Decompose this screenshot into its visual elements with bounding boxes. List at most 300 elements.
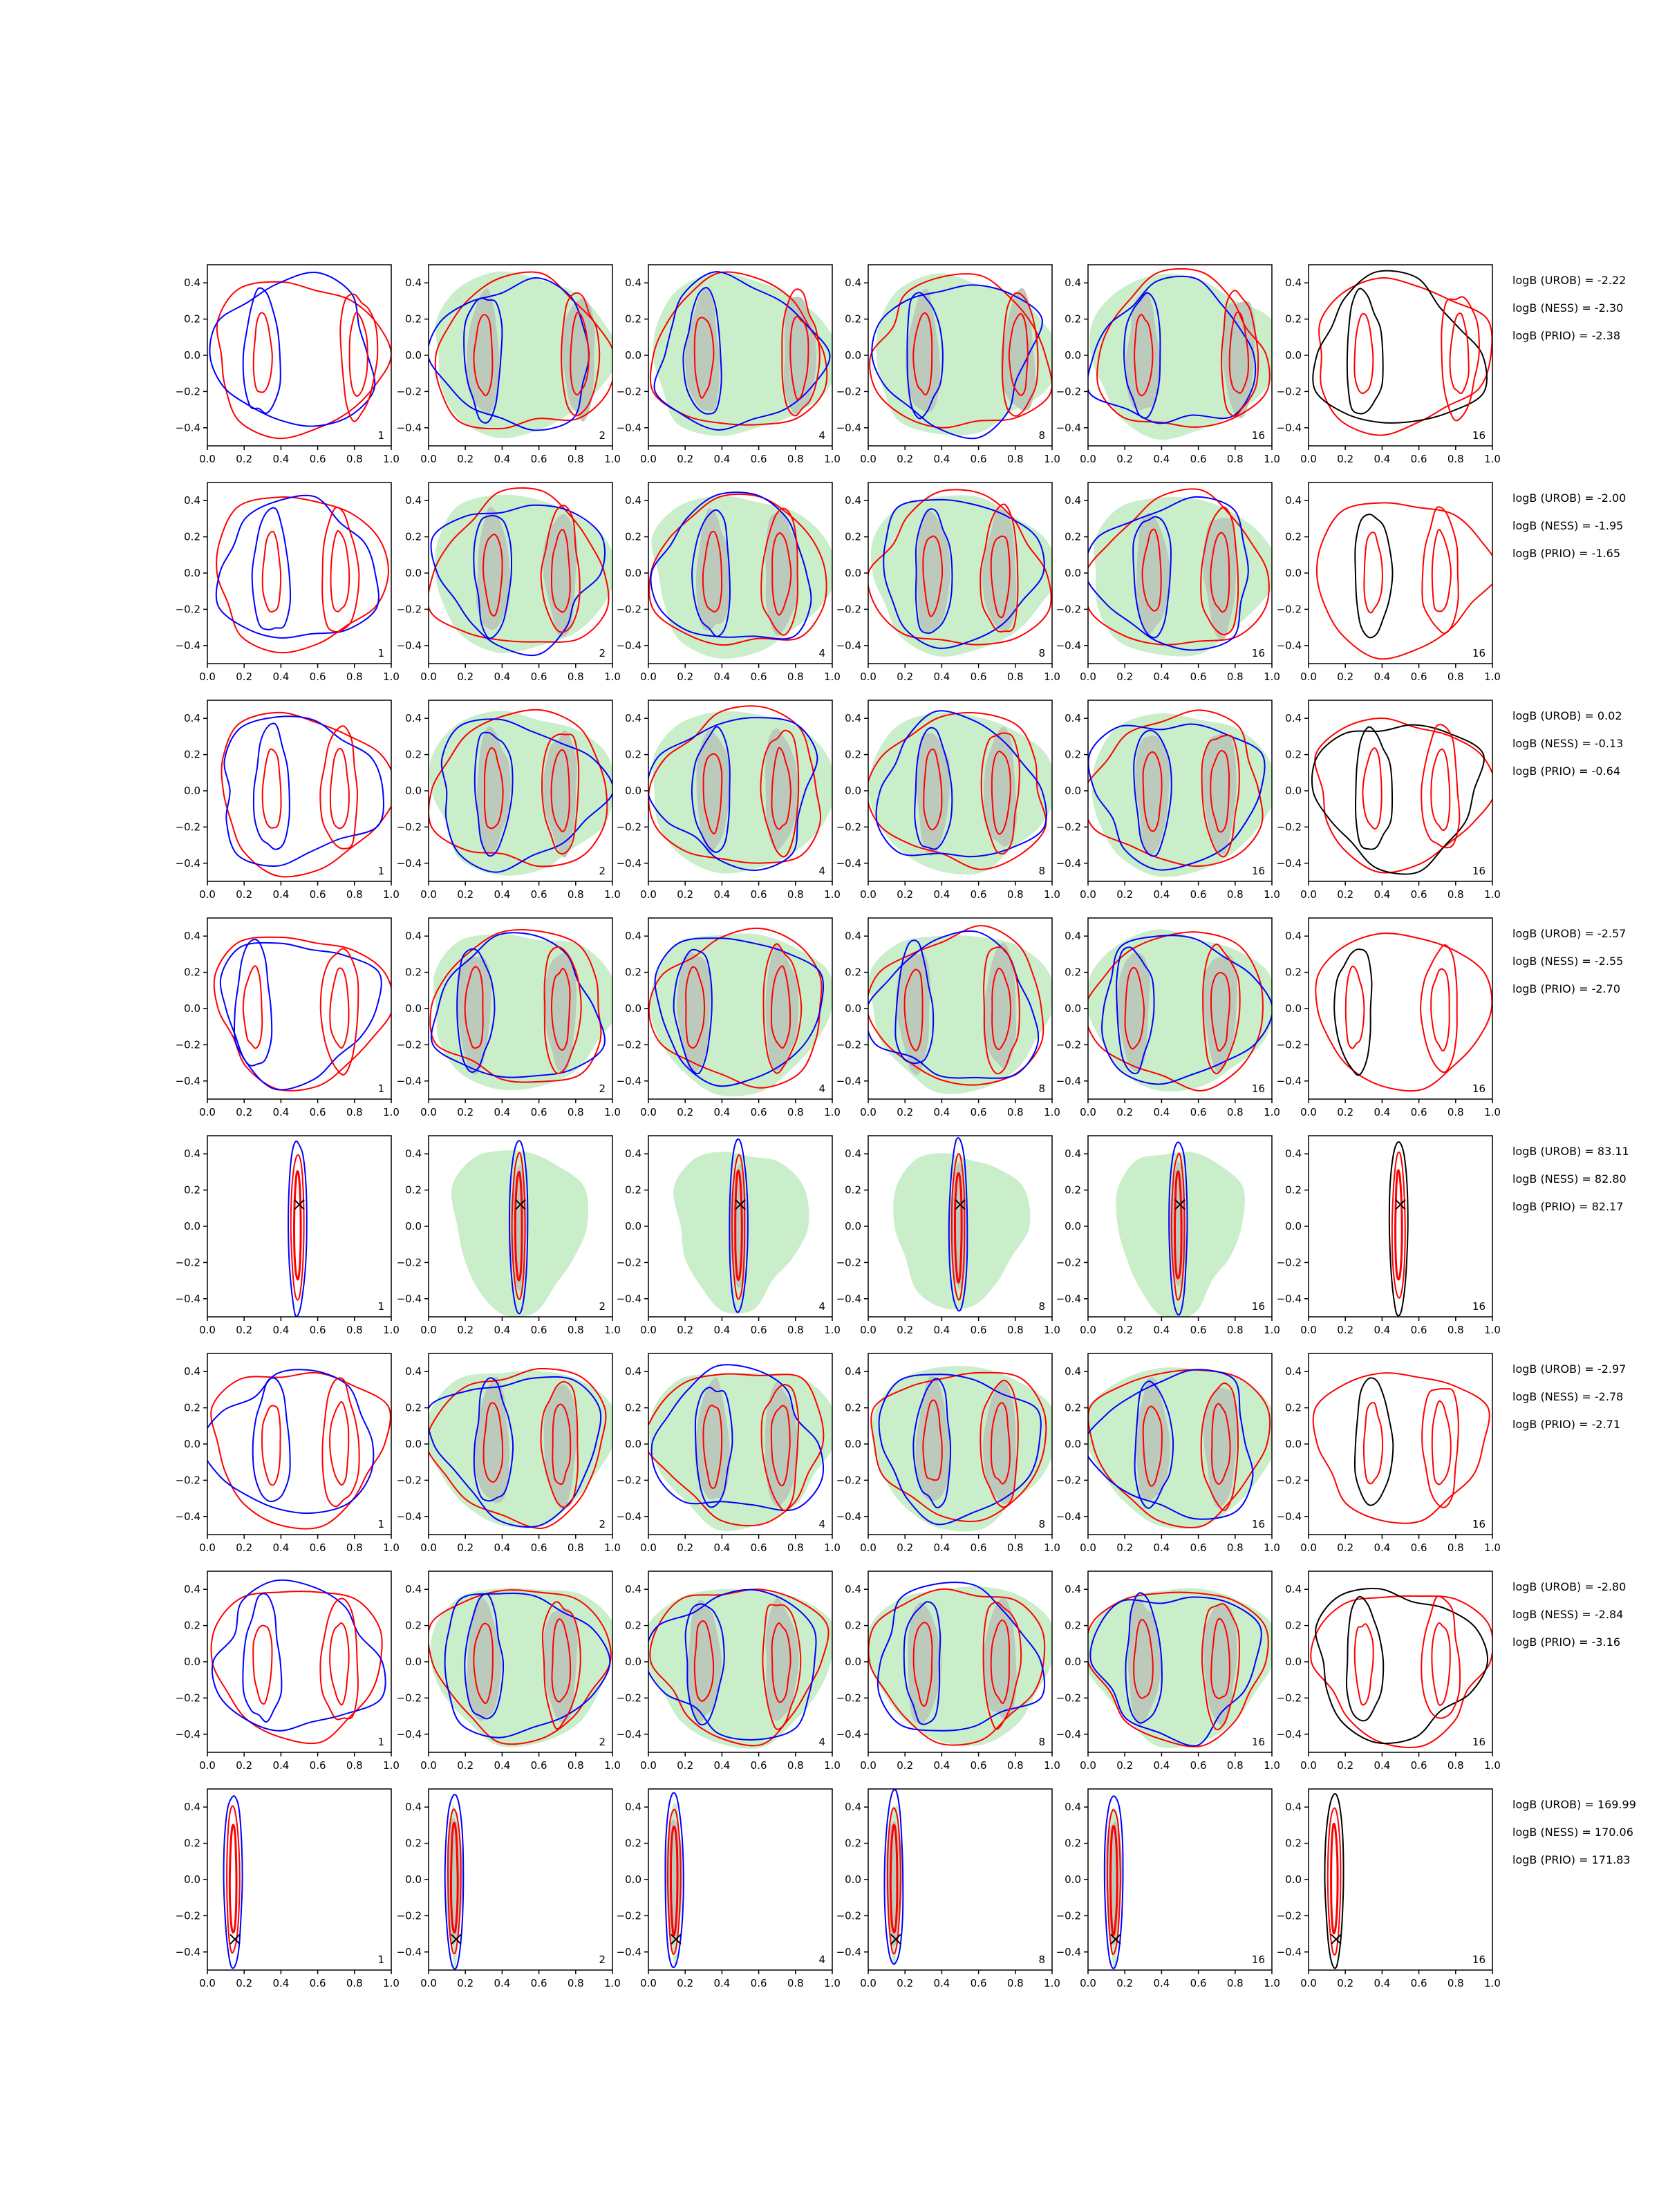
panel-label: 2 — [599, 1300, 606, 1313]
y-tick-label: −0.4 — [836, 1510, 861, 1523]
x-tick-label: 0.6 — [1410, 1541, 1427, 1554]
x-tick-label: 0.0 — [199, 1324, 216, 1336]
y-tick-label: 0.0 — [845, 1873, 861, 1886]
x-tick-label: 0.4 — [272, 1324, 290, 1336]
x-tick-label: 0.8 — [567, 1106, 584, 1118]
y-tick-label: −0.4 — [1056, 856, 1081, 870]
y-tick-label: −0.2 — [836, 385, 861, 398]
panel-r3-c3 — [617, 700, 841, 901]
x-tick-label: 1.0 — [383, 453, 400, 465]
y-tick-label: −0.2 — [1056, 1909, 1081, 1922]
y-tick-label: 0.4 — [1285, 1583, 1302, 1596]
x-tick-label: 0.4 — [1374, 1106, 1391, 1118]
y-tick-label: −0.4 — [175, 639, 200, 652]
x-tick-label: 1.0 — [1264, 671, 1280, 683]
y-tick-label: 0.2 — [1285, 1837, 1302, 1850]
x-tick-label: 0.2 — [457, 888, 474, 901]
x-tick-label: 0.0 — [1080, 1324, 1096, 1336]
x-tick-label: 0.8 — [346, 1759, 363, 1772]
x-tick-label: 0.8 — [1006, 1541, 1024, 1554]
y-tick-label: 0.2 — [625, 530, 641, 543]
x-tick-label: 0.8 — [1447, 1324, 1464, 1336]
x-tick-label: 0.8 — [1447, 1106, 1464, 1118]
panel-label: 16 — [1251, 647, 1265, 659]
x-tick-label: 0.4 — [494, 1759, 511, 1772]
y-tick-label: −0.4 — [836, 639, 861, 652]
y-tick-label: 0.2 — [1285, 312, 1302, 326]
x-tick-label: 0.8 — [1006, 1759, 1024, 1772]
x-tick-label: 1.0 — [1264, 1324, 1280, 1336]
y-tick-label: −0.4 — [1276, 1727, 1302, 1741]
panel-label: 1 — [377, 1300, 384, 1313]
x-tick-label: 1.0 — [1044, 1759, 1060, 1772]
y-tick-label: −0.4 — [1276, 856, 1302, 870]
y-tick-label: −0.2 — [836, 1474, 861, 1487]
logb-stat: logB (UROB) = -2.97 — [1512, 1362, 1627, 1376]
x-tick-label: 0.2 — [1337, 1759, 1354, 1772]
y-tick-label: 0.0 — [405, 785, 422, 797]
panel-r5-c1 — [176, 1136, 400, 1336]
x-tick-label: 1.0 — [604, 1106, 621, 1118]
panel-r8-c5 — [1056, 1789, 1280, 1989]
panel-label: 16 — [1251, 429, 1265, 442]
panel-label: 16 — [1251, 1736, 1265, 1748]
y-tick-label: −0.2 — [616, 1691, 641, 1705]
y-tick-label: −0.2 — [396, 1474, 422, 1487]
x-tick-label: 0.8 — [787, 453, 804, 465]
y-tick-label: 0.2 — [1285, 530, 1302, 543]
y-tick-label: 0.4 — [625, 494, 641, 507]
x-tick-label: 0.2 — [897, 1106, 914, 1118]
y-tick-label: −0.4 — [836, 421, 861, 434]
logb-stat: logB (PRIO) = 82.17 — [1512, 1200, 1624, 1213]
panel-label: 1 — [377, 1518, 384, 1530]
panel-r4-c2 — [397, 918, 621, 1118]
x-tick-label: 1.0 — [383, 1977, 400, 1989]
x-tick-label: 1.0 — [604, 1759, 621, 1772]
x-tick-label: 0.6 — [1190, 1977, 1207, 1989]
panel-r4-c3 — [617, 918, 841, 1118]
x-tick-label: 0.2 — [1337, 1324, 1354, 1336]
y-tick-label: −0.2 — [1276, 1256, 1302, 1269]
y-tick-label: 0.4 — [405, 1147, 422, 1161]
y-tick-label: 0.0 — [845, 349, 861, 362]
x-tick-label: 0.0 — [860, 453, 877, 465]
y-tick-label: 0.2 — [1285, 1401, 1302, 1414]
y-tick-label: 0.4 — [1065, 276, 1081, 290]
y-tick-label: −0.4 — [1276, 1510, 1302, 1523]
x-tick-label: 0.6 — [530, 1759, 547, 1772]
x-tick-label: 0.2 — [897, 888, 914, 901]
x-tick-label: 0.4 — [1153, 888, 1170, 901]
x-tick-label: 0.6 — [970, 888, 987, 901]
panel-r1-c5 — [1056, 265, 1283, 465]
logb-stat: logB (NESS) = -2.30 — [1512, 301, 1624, 315]
x-tick-label: 0.6 — [750, 453, 767, 465]
y-tick-label: 0.0 — [405, 567, 422, 579]
x-tick-label: 0.2 — [236, 453, 253, 465]
panel-label: 8 — [1038, 647, 1045, 659]
x-tick-label: 0.0 — [199, 1759, 216, 1772]
panel-label: 8 — [1038, 1082, 1045, 1095]
x-tick-label: 0.4 — [1374, 1759, 1391, 1772]
panel-label: 4 — [818, 429, 825, 442]
x-tick-label: 0.4 — [1153, 453, 1170, 465]
panel-r2-c6 — [1277, 482, 1501, 683]
panel-r8-c2 — [397, 1789, 621, 1989]
y-tick-label: 0.2 — [184, 1837, 200, 1850]
y-tick-label: −0.4 — [1056, 1074, 1081, 1087]
x-tick-label: 0.6 — [1410, 888, 1427, 901]
x-tick-label: 0.8 — [1447, 671, 1464, 683]
x-tick-label: 0.8 — [787, 1541, 804, 1554]
y-tick-label: 0.0 — [845, 1220, 861, 1232]
panel-label: 1 — [377, 865, 384, 877]
y-tick-label: −0.4 — [1056, 1727, 1081, 1741]
y-tick-label: 0.2 — [1065, 312, 1081, 326]
x-tick-label: 0.0 — [640, 1977, 657, 1989]
logb-stat: logB (NESS) = 82.80 — [1512, 1172, 1627, 1185]
x-tick-label: 0.4 — [933, 453, 950, 465]
panel-r2-c2 — [397, 482, 621, 683]
y-tick-label: 0.2 — [625, 1401, 641, 1414]
x-tick-label: 0.6 — [309, 1977, 326, 1989]
logb-stat: logB (NESS) = -2.55 — [1512, 955, 1624, 968]
panel-r7-c2 — [397, 1571, 621, 1772]
panel-r6-c6 — [1277, 1353, 1501, 1554]
y-tick-label: 0.2 — [184, 530, 200, 543]
panel-r6-c5 — [1056, 1353, 1280, 1554]
x-tick-label: 0.2 — [236, 1106, 253, 1118]
x-tick-label: 0.4 — [272, 888, 290, 901]
y-tick-label: 0.2 — [405, 748, 422, 761]
y-tick-label: 0.2 — [1285, 748, 1302, 761]
panel-label: 16 — [1472, 1082, 1485, 1095]
x-tick-label: 1.0 — [824, 888, 841, 901]
y-tick-label: 0.4 — [184, 1365, 200, 1378]
y-tick-label: 0.4 — [1065, 1801, 1081, 1814]
panel-label: 16 — [1251, 1953, 1265, 1966]
y-tick-label: 0.4 — [1285, 930, 1302, 943]
y-tick-label: 0.2 — [1285, 1619, 1302, 1632]
x-tick-label: 0.0 — [860, 1759, 877, 1772]
x-tick-label: 0.0 — [1080, 671, 1096, 683]
x-tick-label: 0.0 — [199, 1977, 216, 1989]
panel-r2-c3 — [617, 482, 841, 683]
x-tick-label: 0.2 — [236, 1759, 253, 1772]
x-tick-label: 0.0 — [1080, 1541, 1096, 1554]
y-tick-label: −0.4 — [175, 856, 200, 870]
panel-r6-c4 — [836, 1353, 1060, 1554]
panel-label: 16 — [1472, 1518, 1485, 1530]
y-tick-label: 0.0 — [405, 1873, 422, 1886]
x-tick-label: 1.0 — [1044, 453, 1060, 465]
y-tick-label: 0.2 — [405, 966, 422, 979]
panel-background — [207, 1136, 391, 1317]
panel-r1-c6 — [1277, 265, 1501, 465]
x-tick-label: 0.4 — [713, 671, 731, 683]
x-tick-label: 0.4 — [933, 1977, 950, 1989]
y-tick-label: 0.4 — [625, 276, 641, 290]
x-tick-label: 0.8 — [1226, 1759, 1244, 1772]
logb-stat: logB (PRIO) = -3.16 — [1512, 1635, 1620, 1649]
y-tick-label: 0.0 — [184, 567, 200, 579]
y-tick-label: −0.4 — [175, 1945, 200, 1958]
x-tick-label: 0.0 — [640, 1324, 657, 1336]
y-tick-label: −0.2 — [396, 1038, 422, 1051]
x-tick-label: 0.8 — [346, 1106, 363, 1118]
y-tick-label: −0.4 — [396, 1074, 422, 1087]
x-tick-label: 0.4 — [713, 1324, 731, 1336]
x-tick-label: 0.6 — [1410, 1759, 1427, 1772]
y-tick-label: −0.2 — [175, 821, 200, 834]
x-tick-label: 0.8 — [787, 1977, 804, 1989]
x-tick-label: 0.0 — [1300, 1541, 1317, 1554]
x-tick-label: 0.8 — [1447, 888, 1464, 901]
y-tick-label: 0.4 — [845, 276, 861, 290]
y-tick-label: −0.2 — [175, 603, 200, 616]
y-tick-label: 0.0 — [1285, 1873, 1302, 1886]
x-tick-label: 0.8 — [567, 1759, 584, 1772]
y-tick-label: 0.2 — [625, 966, 641, 979]
y-tick-label: −0.4 — [175, 421, 200, 434]
y-tick-label: 0.2 — [1065, 530, 1081, 543]
x-tick-label: 0.6 — [1190, 888, 1207, 901]
y-tick-label: −0.4 — [396, 421, 422, 434]
x-tick-label: 0.4 — [713, 1977, 731, 1989]
y-tick-label: 0.4 — [1285, 276, 1302, 290]
x-tick-label: 1.0 — [383, 671, 400, 683]
y-tick-label: 0.4 — [405, 494, 422, 507]
x-tick-label: 1.0 — [1484, 888, 1501, 901]
y-tick-label: 0.2 — [1285, 1183, 1302, 1197]
y-tick-label: −0.4 — [175, 1727, 200, 1741]
x-tick-label: 0.8 — [787, 1759, 804, 1772]
x-tick-label: 1.0 — [604, 1977, 621, 1989]
y-tick-label: 0.0 — [184, 1220, 200, 1232]
logb-stat: logB (UROB) = -2.80 — [1512, 1580, 1627, 1593]
y-tick-label: 0.2 — [1285, 966, 1302, 979]
x-tick-label: 0.0 — [1080, 1759, 1096, 1772]
panel-r7-c4 — [836, 1571, 1060, 1772]
x-tick-label: 0.2 — [897, 453, 914, 465]
y-tick-label: −0.2 — [1276, 821, 1302, 834]
panel-background — [1309, 265, 1492, 446]
x-tick-label: 0.6 — [970, 1759, 987, 1772]
logb-stat: logB (NESS) = -0.13 — [1512, 737, 1624, 750]
y-tick-label: −0.2 — [616, 1474, 641, 1487]
x-tick-label: 0.8 — [346, 1541, 363, 1554]
x-tick-label: 0.8 — [1226, 1977, 1244, 1989]
y-tick-label: 0.4 — [625, 1147, 641, 1161]
y-tick-label: 0.4 — [184, 712, 200, 725]
x-tick-label: 0.8 — [1006, 453, 1024, 465]
x-tick-label: 0.2 — [457, 1324, 474, 1336]
y-tick-label: −0.4 — [616, 1074, 641, 1087]
x-tick-label: 0.8 — [1006, 1977, 1024, 1989]
x-tick-label: 0.8 — [787, 1324, 804, 1336]
y-tick-label: −0.4 — [1276, 639, 1302, 652]
y-tick-label: 0.2 — [1065, 1401, 1081, 1414]
panel-label: 1 — [377, 1082, 384, 1095]
panel-r2-c4 — [836, 482, 1060, 683]
x-tick-label: 0.8 — [1226, 1541, 1244, 1554]
x-tick-label: 0.4 — [494, 1977, 511, 1989]
x-tick-label: 1.0 — [1044, 1541, 1060, 1554]
x-tick-label: 0.2 — [677, 671, 694, 683]
panel-label: 16 — [1251, 1518, 1265, 1530]
y-tick-label: −0.4 — [1276, 1945, 1302, 1958]
x-tick-label: 0.6 — [309, 1541, 326, 1554]
y-tick-label: 0.4 — [845, 494, 861, 507]
panel-r5-c4 — [836, 1136, 1060, 1336]
x-tick-label: 0.2 — [1337, 671, 1354, 683]
y-tick-label: −0.4 — [616, 1945, 641, 1958]
y-tick-label: 0.2 — [625, 748, 641, 761]
y-tick-label: 0.4 — [405, 1583, 422, 1596]
x-tick-label: 0.8 — [567, 888, 584, 901]
y-tick-label: −0.2 — [1056, 1474, 1081, 1487]
y-tick-label: 0.2 — [845, 530, 861, 543]
y-tick-label: −0.2 — [396, 1909, 422, 1922]
y-tick-label: −0.4 — [1056, 1510, 1081, 1523]
x-tick-label: 0.2 — [1116, 1106, 1134, 1118]
x-tick-label: 0.6 — [750, 888, 767, 901]
x-tick-label: 0.4 — [1374, 888, 1391, 901]
x-tick-label: 0.0 — [640, 1106, 657, 1118]
x-tick-label: 0.4 — [713, 888, 731, 901]
x-tick-label: 1.0 — [604, 453, 621, 465]
x-tick-label: 0.0 — [640, 1541, 657, 1554]
x-tick-label: 0.4 — [933, 1324, 950, 1336]
panel-label: 2 — [599, 1736, 606, 1748]
x-tick-label: 0.2 — [236, 1977, 253, 1989]
panel-r4-c6 — [1277, 918, 1501, 1118]
y-tick-label: 0.2 — [845, 966, 861, 979]
panel-background — [1309, 700, 1492, 881]
x-tick-label: 0.8 — [1006, 1324, 1024, 1336]
y-tick-label: 0.2 — [845, 1837, 861, 1850]
y-tick-label: 0.4 — [1065, 1365, 1081, 1378]
x-tick-label: 0.4 — [272, 1541, 290, 1554]
x-tick-label: 0.4 — [494, 453, 511, 465]
x-tick-label: 0.8 — [346, 1977, 363, 1989]
y-tick-label: 0.2 — [184, 748, 200, 761]
y-tick-label: −0.2 — [1276, 1474, 1302, 1487]
x-tick-label: 0.0 — [860, 888, 877, 901]
panel-label: 16 — [1251, 865, 1265, 877]
panel-r4-c1 — [176, 918, 400, 1118]
y-tick-label: 0.0 — [1065, 1656, 1081, 1668]
y-tick-label: 0.2 — [184, 966, 200, 979]
x-tick-label: 0.0 — [1080, 1106, 1096, 1118]
panel-label: 4 — [818, 1300, 825, 1313]
y-tick-label: 0.0 — [1285, 567, 1302, 579]
panel-r1-c3 — [617, 265, 841, 465]
x-tick-label: 0.2 — [457, 453, 474, 465]
x-tick-label: 0.8 — [346, 453, 363, 465]
x-tick-label: 1.0 — [1484, 1541, 1501, 1554]
x-tick-label: 0.6 — [970, 1106, 987, 1118]
y-tick-label: −0.2 — [396, 1691, 422, 1705]
y-tick-label: −0.4 — [396, 1945, 422, 1958]
panel-r8-c1 — [176, 1789, 400, 1989]
x-tick-label: 0.4 — [933, 1541, 950, 1554]
x-tick-label: 1.0 — [824, 453, 841, 465]
panel-label: 8 — [1038, 1953, 1045, 1966]
y-tick-label: −0.2 — [616, 1256, 641, 1269]
x-tick-label: 0.8 — [1226, 671, 1244, 683]
y-tick-label: 0.4 — [405, 712, 422, 725]
y-tick-label: −0.4 — [616, 639, 641, 652]
x-tick-label: 0.2 — [1337, 453, 1354, 465]
x-tick-label: 0.4 — [494, 1541, 511, 1554]
y-tick-label: −0.2 — [175, 385, 200, 398]
x-tick-label: 0.8 — [1447, 1977, 1464, 1989]
y-tick-label: −0.2 — [1276, 1038, 1302, 1051]
x-tick-label: 0.0 — [199, 1541, 216, 1554]
logb-stat: logB (UROB) = -2.00 — [1512, 491, 1627, 505]
x-tick-label: 0.8 — [1447, 1541, 1464, 1554]
x-tick-label: 0.0 — [420, 453, 437, 465]
panel-r5-c5 — [1056, 1136, 1280, 1336]
panel-background — [1309, 918, 1492, 1099]
x-tick-label: 0.6 — [1410, 671, 1427, 683]
panel-background — [207, 1353, 391, 1535]
y-tick-label: 0.4 — [625, 1365, 641, 1378]
x-tick-label: 0.0 — [199, 453, 216, 465]
y-tick-label: 0.4 — [1285, 712, 1302, 725]
panel-r3-c4 — [836, 700, 1060, 901]
y-tick-label: 0.0 — [405, 349, 422, 362]
x-tick-label: 0.2 — [1337, 888, 1354, 901]
x-tick-label: 0.8 — [1226, 888, 1244, 901]
x-tick-label: 0.6 — [970, 1977, 987, 1989]
x-tick-label: 0.6 — [970, 671, 987, 683]
y-tick-label: −0.2 — [836, 1691, 861, 1705]
y-tick-label: −0.4 — [836, 1074, 861, 1087]
panel-label: 2 — [599, 1518, 606, 1530]
panel-label: 2 — [599, 429, 606, 442]
x-tick-label: 0.0 — [1300, 453, 1317, 465]
x-tick-label: 1.0 — [1044, 671, 1060, 683]
y-tick-label: 0.2 — [405, 1183, 422, 1197]
x-tick-label: 0.2 — [457, 671, 474, 683]
y-tick-label: −0.4 — [175, 1074, 200, 1087]
x-tick-label: 0.0 — [860, 1977, 877, 1989]
y-tick-label: −0.4 — [1056, 1945, 1081, 1958]
panel-label: 4 — [818, 1736, 825, 1748]
logb-stat: logB (PRIO) = -2.71 — [1512, 1418, 1620, 1431]
y-tick-label: 0.4 — [184, 1801, 200, 1814]
y-tick-label: 0.4 — [405, 1801, 422, 1814]
y-tick-label: −0.2 — [836, 821, 861, 834]
x-tick-label: 0.0 — [1080, 453, 1096, 465]
y-tick-label: −0.4 — [836, 1727, 861, 1741]
x-tick-label: 0.4 — [494, 888, 511, 901]
panel-background — [1309, 1789, 1492, 1970]
y-tick-label: 0.4 — [1065, 1583, 1081, 1596]
y-tick-label: 0.2 — [184, 1183, 200, 1197]
y-tick-label: 0.2 — [184, 1619, 200, 1632]
x-tick-label: 1.0 — [1264, 453, 1280, 465]
x-tick-label: 1.0 — [1044, 1977, 1060, 1989]
x-tick-label: 0.4 — [1153, 1324, 1170, 1336]
y-tick-label: 0.2 — [625, 1619, 641, 1632]
y-tick-label: −0.2 — [616, 385, 641, 398]
y-tick-label: −0.2 — [1056, 603, 1081, 616]
x-tick-label: 0.2 — [677, 1324, 694, 1336]
